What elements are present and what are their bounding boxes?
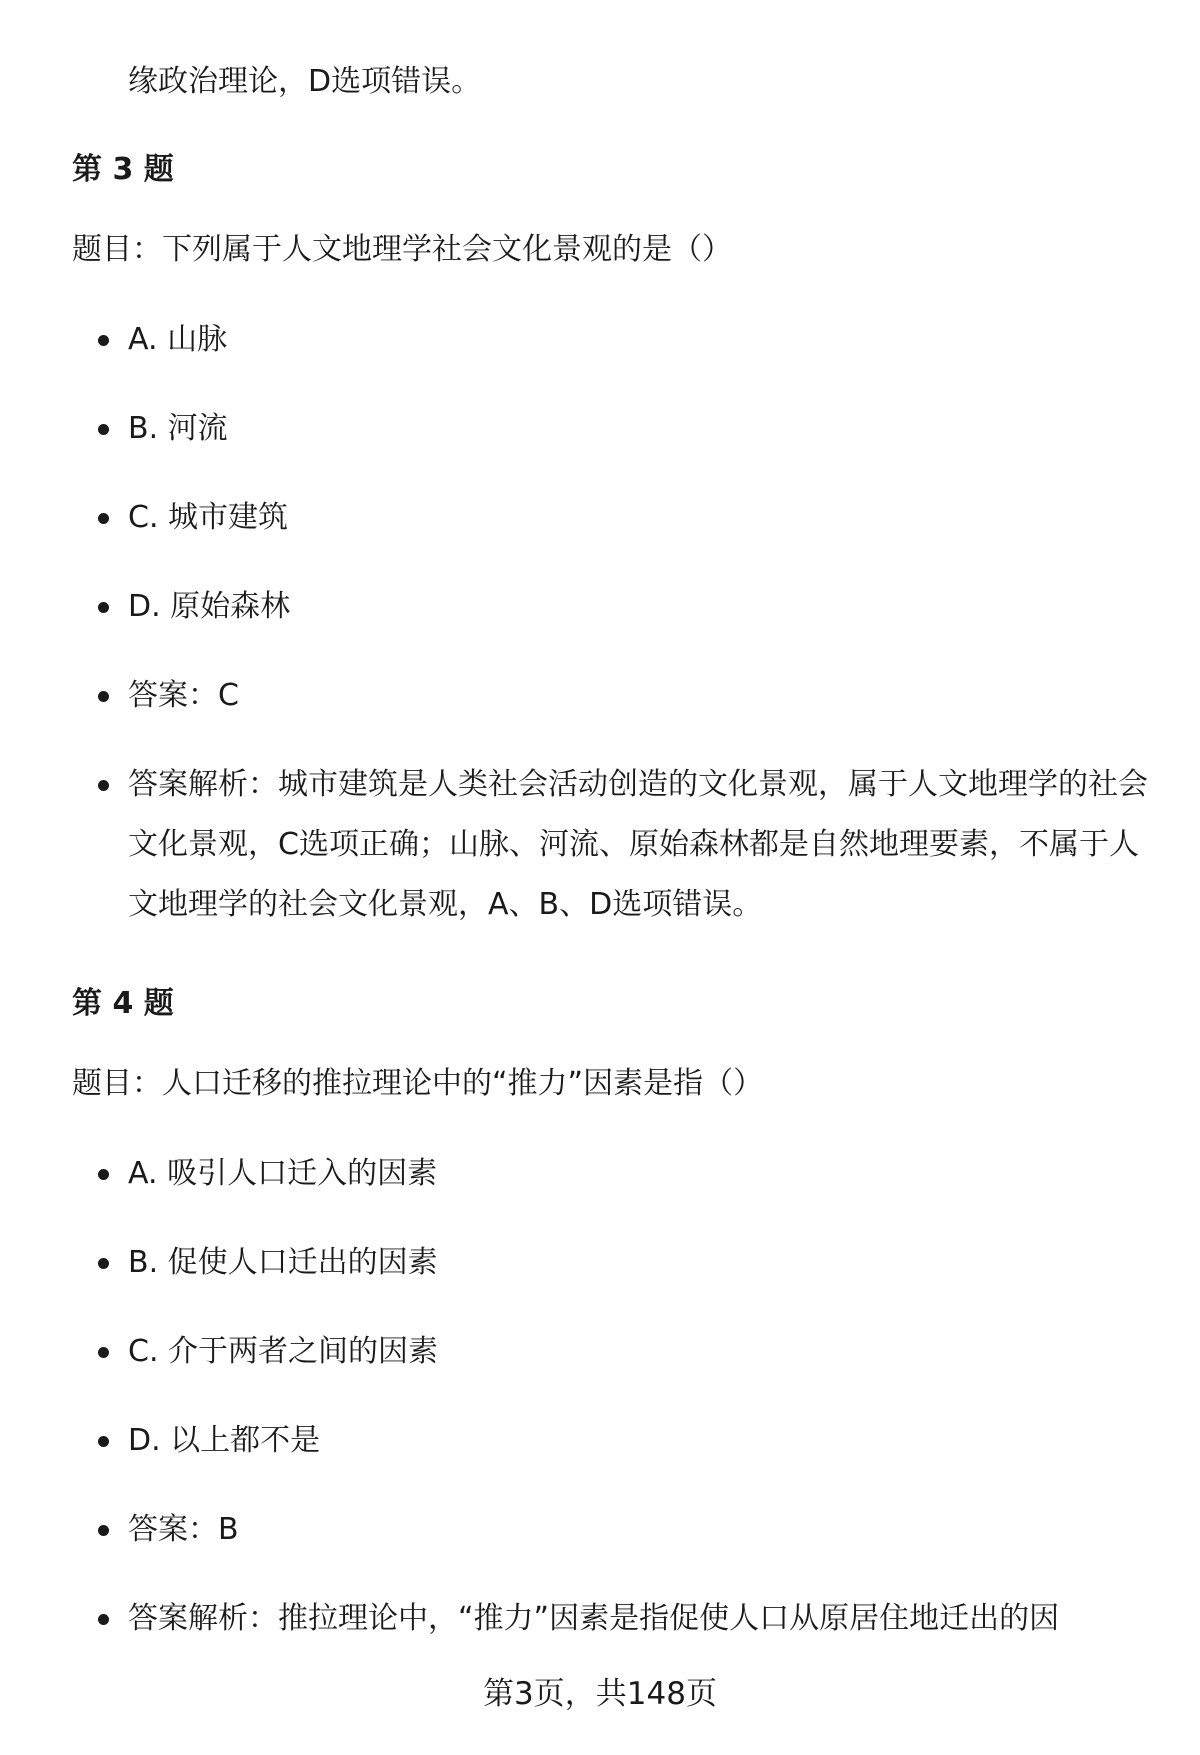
question-4-option-b — [0, 1241, 1150, 1285]
question-4-option-a — [0, 1152, 1150, 1196]
question-3-heading: 第 3 题 — [72, 152, 174, 187]
question-3-option-c — [0, 496, 1150, 540]
bullet-icon — [98, 602, 109, 613]
option-text: B. 促使人口迁出的因素 — [128, 1245, 438, 1280]
question-4-stem: 题目：人口迁移的推拉理论中的“推力”因素是指（） — [72, 1066, 764, 1101]
explanation-text: 答案解析：推拉理论中，“推力”因素是指促使人口从原居住地迁出的因 — [128, 1601, 1060, 1636]
question-4-heading: 第 4 题 — [72, 986, 174, 1021]
explanation-text: 答案解析：城市建筑是人类社会活动创造的文化景观，属于人文地理学的社会文化景观，C选项正确；山脉、河流、原始森林都是自然地理要素，不属于人文地理学的社会文化景观，A、B、D选项错误。 — [128, 767, 1148, 922]
question-4-option-c — [0, 1330, 1150, 1374]
bullet-icon — [98, 424, 109, 435]
bullet-icon — [98, 1614, 109, 1625]
option-text: D. 原始森林 — [128, 589, 291, 624]
bullet-icon — [98, 1347, 109, 1358]
question-3-option-a — [0, 318, 1150, 362]
bullet-icon — [98, 335, 109, 346]
option-text: A. 吸引人口迁入的因素 — [128, 1156, 438, 1191]
question-3-explanation — [0, 755, 1150, 935]
previous-explanation-continuation: 缘政治理论，D选项错误。 — [128, 64, 482, 99]
question-3-options-list — [0, 318, 1200, 980]
bullet-icon — [98, 1436, 109, 1447]
bullet-icon — [98, 780, 109, 791]
answer-text: 答案：C — [128, 678, 239, 713]
option-text: D. 以上都不是 — [128, 1423, 321, 1458]
question-4-answer — [0, 1508, 1150, 1552]
answer-text: 答案：B — [128, 1512, 239, 1547]
bullet-icon — [98, 513, 109, 524]
option-text: C. 城市建筑 — [128, 500, 289, 535]
question-3-answer — [0, 674, 1150, 718]
option-text: B. 河流 — [128, 411, 228, 446]
bullet-icon — [98, 1169, 109, 1180]
bullet-icon — [98, 1525, 109, 1536]
question-3-option-b — [0, 407, 1150, 451]
question-4-option-d — [0, 1419, 1150, 1463]
question-4-explanation — [0, 1589, 1150, 1649]
question-4-options-list — [0, 1152, 1200, 1694]
bullet-icon — [98, 1258, 109, 1269]
bullet-icon — [98, 691, 109, 702]
page-footer: 第3页，共148页 — [483, 1676, 717, 1712]
option-text: A. 山脉 — [128, 322, 228, 357]
question-3-option-d — [0, 585, 1150, 629]
option-text: C. 介于两者之间的因素 — [128, 1334, 439, 1369]
question-3-stem: 题目：下列属于人文地理学社会文化景观的是（） — [72, 232, 732, 267]
